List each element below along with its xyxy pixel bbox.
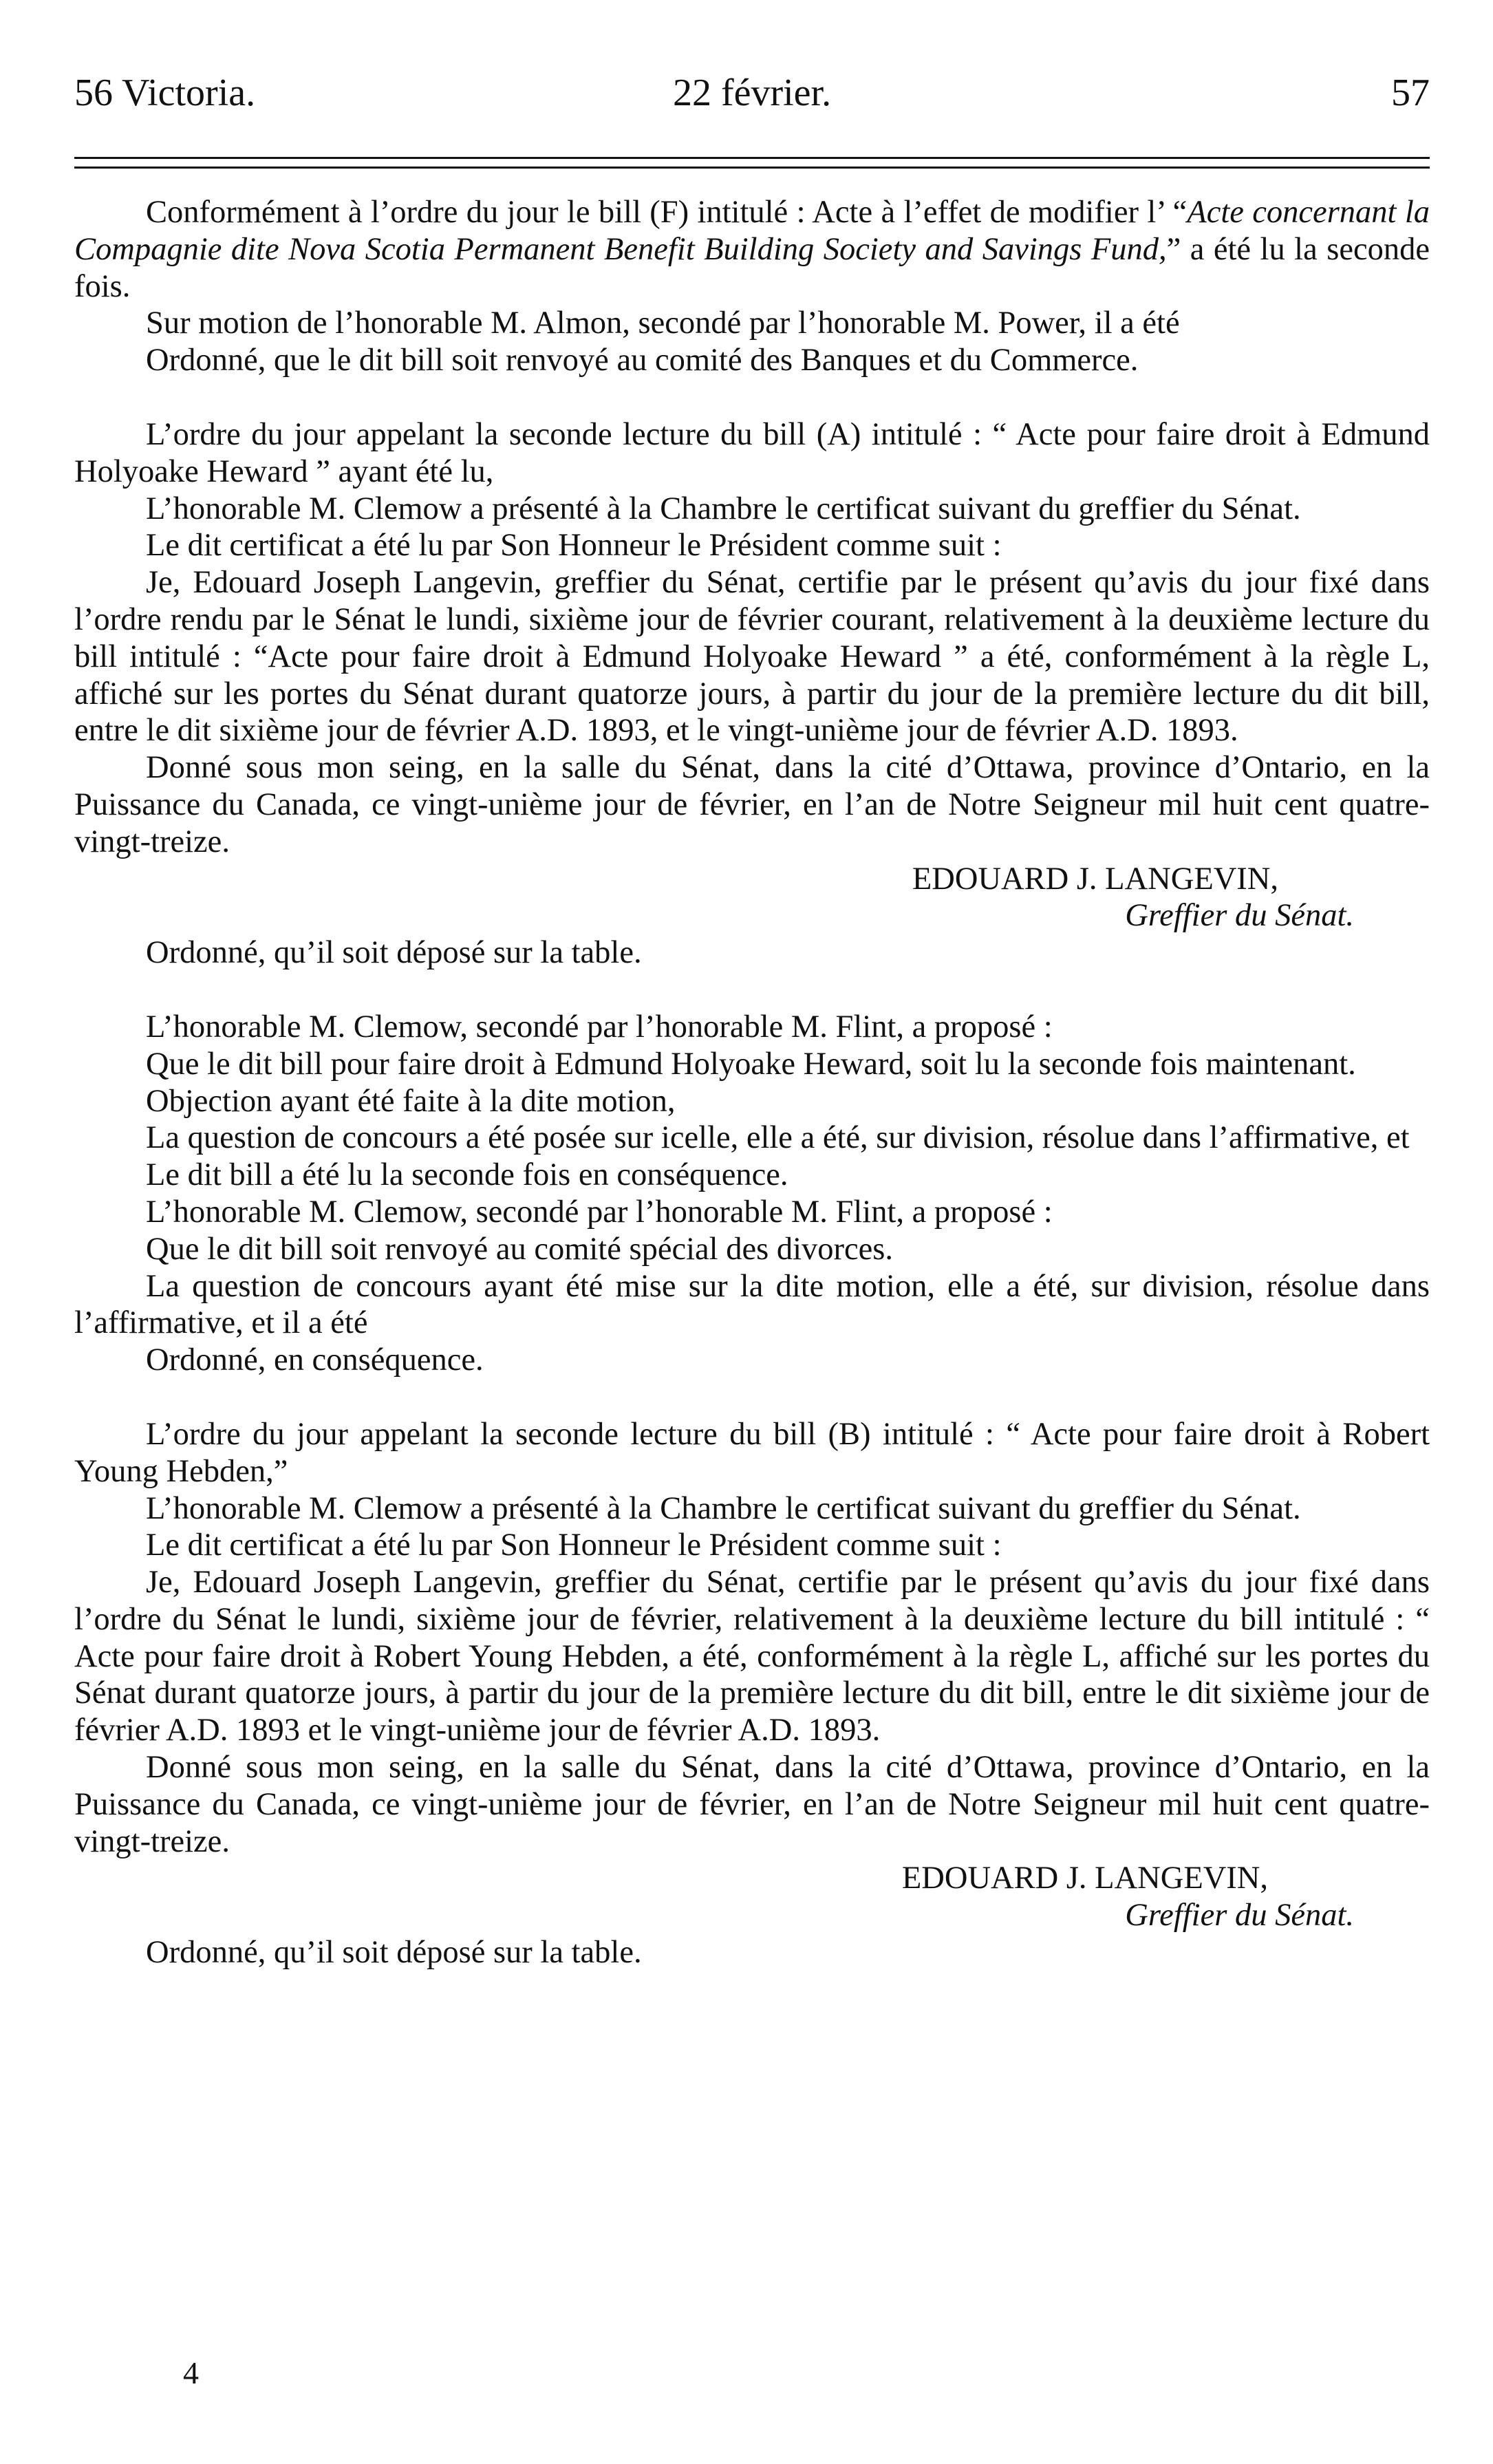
header-rule-bottom bbox=[74, 167, 1430, 169]
paragraph-clemow-proposal-2: L’honorable M. Clemow, secondé par l’honorable M. Flint, a proposé : bbox=[146, 1194, 1053, 1230]
paragraph-bill-f-act-title: Acte concernant la Compagnie dite Nova Scotia Permanent Benefit Building Society and Savings Fund, bbox=[74, 195, 1430, 267]
paragraph-certificate-given: Donné sous mon seing, en la salle du Sénat, dans la cité d’Ottawa, province d’Ontario, en la Puissance du Canada, ce vingt-unième jour de février, en l’an de Notre Seigneur mil huit cent quatre-vingt-treize. bbox=[74, 750, 1430, 859]
paragraph-bill-f bbox=[74, 194, 1430, 305]
paragraph-certificate-text: Je, Edouard Joseph Langevin, greffier du Sénat, certifie par le présent qu’avis du jour fixé dans l’ordre rendu par le Sénat le lundi, sixième jour de février courant, relativement à la deuxième lecture du bill intitulé : “Acte pour faire droit à Edmund Holyoake Heward ” a été, conformément à la règle L, affiché sur les portes du Sénat durant quatorze jours, à partir du jour de la première lecture du dit bill, entre le dit sixième jour de février A.D. 1893, et le vingt-unième jour de février A.D. 1893. bbox=[74, 565, 1430, 749]
section-gap bbox=[74, 1379, 1430, 1416]
paragraph-motion-almon: Sur motion de l’honorable M. Almon, secondé par l’honorable M. Power, il a été bbox=[146, 306, 1180, 341]
signature-title-2: Greffier du Sénat. bbox=[1125, 1898, 1354, 1933]
running-header bbox=[74, 63, 1430, 122]
signature-name: EDOUARD J. LANGEVIN, bbox=[912, 861, 1278, 897]
paragraph-second-reading-motion: Que le dit bill pour faire droit à Edmund Holyoake Heward, soit lu la seconde fois maintenant. bbox=[146, 1046, 1356, 1082]
paragraph-bill-f-post: ” a été lu la seconde fois. bbox=[74, 231, 1430, 304]
paragraph-clemow-certificate-2: L’honorable M. Clemow a présenté à la Chambre le certificat suivant du greffier du Sénat. bbox=[146, 1490, 1301, 1526]
paragraph-objection: Objection ayant été faite à la dite motion, bbox=[146, 1083, 676, 1119]
paragraph-bill-a: L’ordre du jour appelant la seconde lecture du bill (A) intitulé : “ Acte pour faire droit à Edmund Holyoake Heward ” ayant été lu, bbox=[74, 416, 1430, 489]
journal-text bbox=[74, 194, 1430, 1971]
paragraph-ordered-table-2: Ordonné, qu’il soit déposé sur la table. bbox=[146, 1935, 642, 1971]
paragraph-certificate-given-2: Donné sous mon seing, en la salle du Sénat, dans la cité d’Ottawa, province d’Ontario, en la Puissance du Canada, ce vingt-unième jour de février, en l’an de Notre Seigneur mil huit cent quatre-vingt-treize. bbox=[74, 1750, 1430, 1859]
paragraph-ordered-referral: Ordonné, que le dit bill soit renvoyé au comité des Banques et du Commerce. bbox=[146, 343, 1139, 378]
page-number: 57 bbox=[1391, 72, 1430, 114]
paragraph-divorce-committee: Que le dit bill soit renvoyé au comité spécial des divorces. bbox=[146, 1231, 893, 1267]
signature-title: Greffier du Sénat. bbox=[1125, 898, 1354, 934]
header-rule-top bbox=[74, 157, 1430, 159]
paragraph-clemow-proposal: L’honorable M. Clemow, secondé par l’honorable M. Flint, a proposé : bbox=[146, 1009, 1053, 1044]
section-gap bbox=[74, 379, 1430, 416]
paragraph-certificate-text-2: Je, Edouard Joseph Langevin, greffier du Sénat, certifie par le présent qu’avis du jour fixé dans l’ordre du Sénat le lundi, sixième jour de février, relativement à la deuxième lecture du bill intitulé : “ Acte pour faire droit à Robert Young Hebden, a été, conformément à la règle L, affiché sur les portes du Sénat durant quatorze jours, à partir du jour de la première lecture du dit bill, entre le dit sixième jour de février A.D. 1893 et le vingt-unième jour de février A.D. 1893. bbox=[74, 1565, 1430, 1748]
paragraph-second-reading-done: Le dit bill a été lu la seconde fois en conséquence. bbox=[146, 1157, 788, 1193]
paragraph-certificate-read-2: Le dit certificat a été lu par Son Honneur le Président comme suit : bbox=[146, 1528, 1002, 1563]
paragraph-bill-f-pre: Conformément à l’ordre du jour le bill (F) intitulé : Acte à l’effet de modifier l’ “ bbox=[146, 195, 1188, 230]
paragraph-certificate-read: Le dit certificat a été lu par Son Honneur le Président comme suit : bbox=[146, 528, 1002, 564]
signature-mark: 4 bbox=[183, 2355, 199, 2390]
header-session: 56 Victoria. bbox=[74, 72, 256, 114]
paragraph-clemow-certificate: L’honorable M. Clemow a présenté à la Chambre le certificat suivant du greffier du Sénat. bbox=[146, 491, 1301, 526]
signature-name-2: EDOUARD J. LANGEVIN, bbox=[901, 1861, 1268, 1896]
paragraph-ordered-table: Ordonné, qu’il soit déposé sur la table. bbox=[146, 935, 642, 971]
paragraph-ordered-consequence: Ordonné, en conséquence. bbox=[146, 1342, 484, 1378]
header-date: 22 février. bbox=[672, 72, 832, 114]
section-gap bbox=[74, 972, 1430, 1009]
paragraph-bill-b: L’ordre du jour appelant la seconde lecture du bill (B) intitulé : “ Acte pour faire droit à Robert Young Hebden,” bbox=[74, 1416, 1430, 1489]
paragraph-question-resolved-2: La question de concours ayant été mise sur la dite motion, elle a été, sur division, résolue dans l’affirmative, et il a été bbox=[74, 1268, 1430, 1341]
paragraph-question-resolved: La question de concours a été posée sur icelle, elle a été, sur division, résolue dans l’affirmative, et bbox=[146, 1120, 1410, 1156]
